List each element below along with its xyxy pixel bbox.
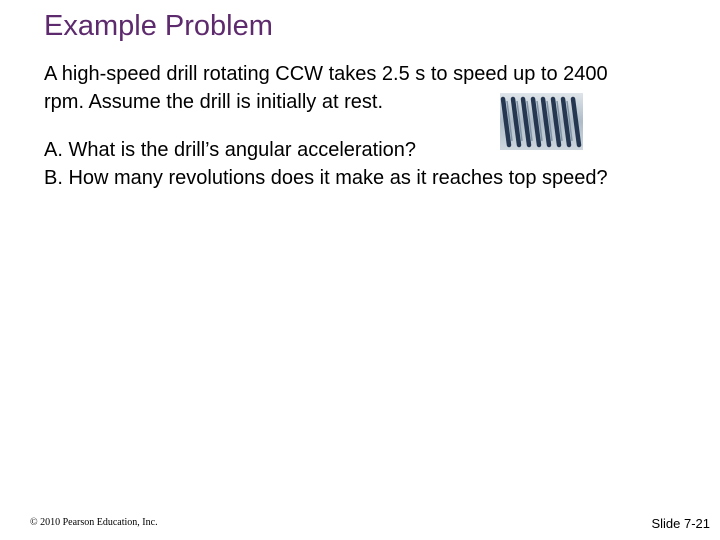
- slide-title: Example Problem: [44, 10, 273, 42]
- question-b: B. How many revolutions does it make as it reaches top speed?: [44, 167, 608, 189]
- problem-statement: [44, 60, 694, 116]
- problem-line-2: rpm. Assume the drill is initially at rest.: [44, 91, 383, 113]
- problem-line-1: A high-speed drill rotating CCW takes 2.5 s to speed up to 2400: [44, 63, 608, 85]
- copyright-footer: © 2010 Pearson Education, Inc.: [30, 517, 158, 528]
- slide-number: Slide 7-21: [651, 516, 710, 531]
- question-a: A. What is the drill’s angular acceleration?: [44, 139, 417, 161]
- questions: [44, 136, 694, 192]
